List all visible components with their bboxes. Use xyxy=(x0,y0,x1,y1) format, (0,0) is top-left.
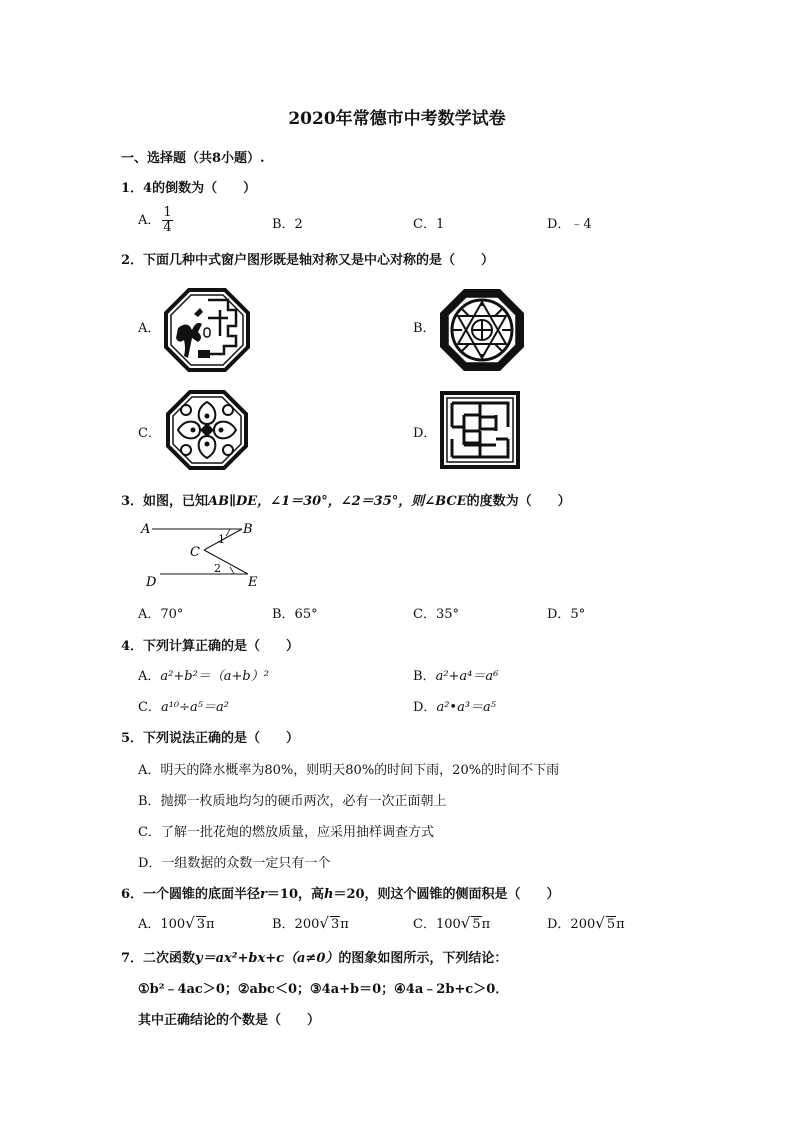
q6-option-a[interactable]: A．100√ 3π xyxy=(138,914,215,932)
q4-option-c[interactable]: C．a¹⁰÷a⁵＝a² xyxy=(138,700,229,715)
q3-stem: 3．如图，已知AB∥DE，∠1＝30°，∠2＝35°，则∠BCE的度数为（ ） xyxy=(121,494,571,509)
q1-stem: 1．4的倒数为（ ） xyxy=(121,181,257,196)
q7-stem: 7．二次函数y＝ax²+bx+c（a≠0）的图象如图所示，下列结论： xyxy=(121,951,508,966)
q2-option-b[interactable]: B． xyxy=(413,321,436,336)
q3-option-b[interactable]: B．65° xyxy=(272,607,318,622)
q2-stem: 2．下面几种中式窗户图形既是轴对称又是中心对称的是（ ） xyxy=(121,253,495,268)
q6-option-b[interactable]: B．200√ 3π xyxy=(272,914,349,932)
label-b: B xyxy=(243,522,253,537)
q1-option-c[interactable]: C．1 xyxy=(413,217,445,232)
q1-option-a-label: A． xyxy=(138,213,161,228)
q4-option-b[interactable]: B．a²+a⁴＝a⁶ xyxy=(413,669,499,684)
angle-1-label: 1 xyxy=(218,533,225,546)
window-figure-b xyxy=(439,288,525,372)
window-figure-a xyxy=(164,288,250,372)
q3-stem-math: AB∥DE，∠1＝30°，∠2＝35°，则∠BCE xyxy=(208,494,467,509)
q3-option-a[interactable]: A．70° xyxy=(138,607,184,622)
q6-option-c[interactable]: C．100√ 5π xyxy=(413,914,491,932)
q3-parallel-lines-figure xyxy=(138,518,266,592)
label-c: C xyxy=(190,545,200,560)
q5-option-d[interactable]: D．一组数据的众数一定只有一个 xyxy=(138,856,331,871)
q6-stem: 6．一个圆锥的底面半径r＝10，高h＝20，则这个圆锥的侧面积是（ ） xyxy=(121,887,560,902)
fraction: $\frac{1}{4}$ xyxy=(163,205,172,235)
q1-option-b[interactable]: B．2 xyxy=(272,217,303,232)
q2-option-a[interactable]: A． xyxy=(138,321,161,336)
label-e: E xyxy=(248,575,258,590)
q3-option-d[interactable]: D．5° xyxy=(547,607,586,622)
q1-option-d[interactable]: D．﹣4 xyxy=(547,217,592,232)
q1-option-a[interactable] xyxy=(138,206,173,235)
q2-option-d[interactable]: D． xyxy=(413,426,437,441)
q6-option-d[interactable]: D．200√ 5π xyxy=(547,914,625,932)
q5-stem: 5．下列说法正确的是（ ） xyxy=(121,731,300,746)
q4-option-d[interactable]: D．a²•a³＝a⁵ xyxy=(413,700,496,715)
page-title: 2020年常德市中考数学试卷 xyxy=(288,109,506,129)
window-figure-d xyxy=(440,391,520,469)
q4-stem: 4．下列计算正确的是（ ） xyxy=(121,639,300,654)
window-figure-c xyxy=(166,390,248,470)
q3-option-c[interactable]: C．35° xyxy=(413,607,459,622)
q5-option-b[interactable]: B．抛掷一枚质地均匀的硬币两次，必有一次正面朝上 xyxy=(138,794,447,809)
q4-option-a[interactable]: A．a²+b²＝（a+b）² xyxy=(138,669,269,684)
q5-option-a[interactable]: A．明天的降水概率为80%，则明天80%的时间下雨，20%的时间不下雨 xyxy=(138,763,560,778)
label-a: A xyxy=(141,522,151,537)
q7-stem-math: y＝ax²+bx+c（a≠0） xyxy=(195,951,339,966)
label-d: D xyxy=(146,575,157,590)
q7-conclusions: ①b²﹣4ac＞0；②abc＜0；③4a+b＝0；④4a﹣2b+c＞0． xyxy=(138,982,509,997)
section-heading: 一、选择题（共8小题）. xyxy=(121,151,265,166)
q5-option-c[interactable]: C．了解一批花炮的燃放质量，应采用抽样调查方式 xyxy=(138,825,434,840)
angle-2-label: 2 xyxy=(214,562,221,575)
q7-ask: 其中正确结论的个数是（ ） xyxy=(138,1013,321,1028)
q2-option-c[interactable]: C． xyxy=(138,426,161,441)
